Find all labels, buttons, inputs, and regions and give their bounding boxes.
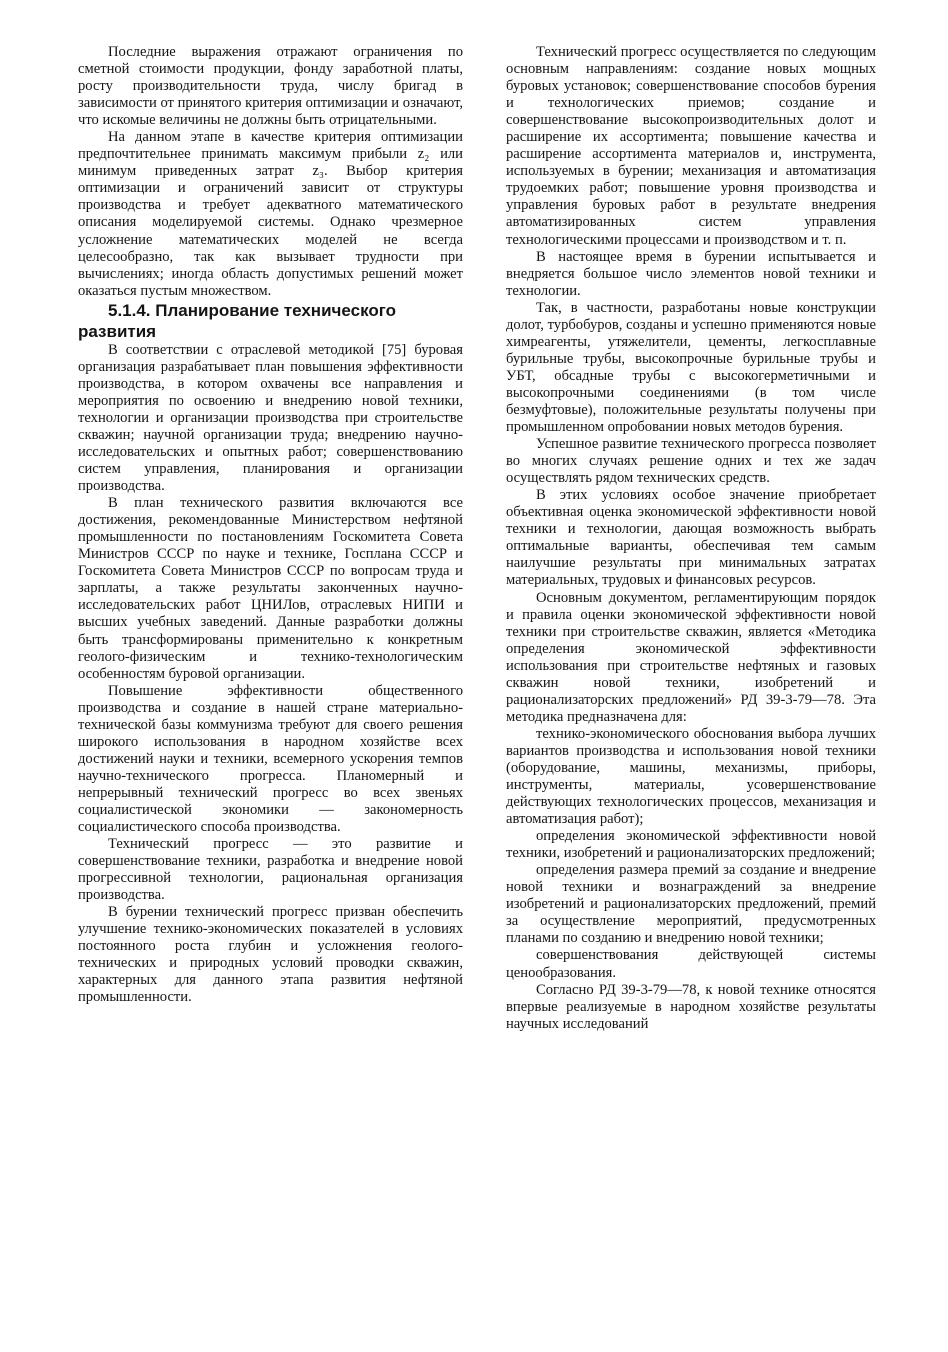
left-column [78,44,463,1007]
paragraph: Основным документом, регламентирующим порядок и правила оценки экономической эффективности новой техники при строительстве скважин, является «Методика определения экономической эффективности использования при строительстве нефтяных и газовых скважин новой техники, изобретений и рационализаторских предложений» РД 39-3-79—78. Эта методика предназначена для: [506,589,876,725]
paragraph: Так, в частности, разработаны новые конструкции долот, турбобуров, созданы и успешно применяются новые химреагенты, утяжелители, цементы, легкосплавные бурильные трубы, высокопрочные бурильные трубы и УБТ, обсадные трубы с высокогерметичными и высокопрочными соединениями (в том числе безмуфтовые), положительные результаты получены при промышленном опробовании новых методов бурения. [506,299,876,436]
list-item: технико-экономического обоснования выбора лучших вариантов производства и использования новой техники (оборудование, машины, механизмы, приборы, инструменты, материалы, усовершенствование действующих технологических процессов, механизация и автоматизация работ); [506,725,876,828]
paragraph: Последние выражения отражают ограничения по сметной стоимости продукции, фонду заработной платы, росту производительности труда, числу бригад в зависимости от принятого критерия оптимизации и означают, что искомые величины не должны быть отрицательными. [78,44,463,129]
paragraph: В план технического развития включаются все достижения, рекомендованные Министерством нефтяной промышленности по постановлениям Госкомитета Совета Министров СССР по науке и технике, Госплана СССР и Госкомитета Совета Министров СССР по вопросам труда и зарплаты, а также результаты законченных научно-исследовательских работ ЦНИЛов, отраслевых НИПИ и высших учебных заведений. Данные разработки должны быть трансформированы применительно к конкретным геолого-физическим и технико-технологическим особенностям буровой организации. [78,495,463,682]
paragraph: В этих условиях особое значение приобретает объективная оценка экономической эффективности новой техники и технологии, дающая возможность выбрать оптимальные варианты, обеспечивая тем самым наилучшие результаты при минимальных затратах материальных, трудовых и финансовых ресурсов. [506,487,876,589]
paragraph: Успешное развитие технического прогресса позволяет во многих случаях решение одних и тех же задач осуществлять рядом технических средств. [506,436,876,487]
paragraph: В настоящее время в бурении испытывается и внедряется большое число элементов новой техники и технологии. [506,248,876,299]
paragraph: Технический прогресс осуществляется по следующим основным направлениям: создание новых мощных буровых установок; совершенствование способов бурения и технологических приемов; создание и совершенствование высокопроизводительных долот и расширение их ассортимента; повышение качества и расширение ассортимента материалов и, инструмента, используемых в бурении; механизация и автоматизация трудоемких работ; повышение уровня производства и управления буровых работ в результате внедрения автоматизированных систем управления технологическими процессами и производством и т. п. [506,44,876,248]
right-column [506,44,876,1033]
paragraph: Технический прогресс — это развитие и совершенствование техники, разработка и внедрение новой прогрессивной технологии, рациональная организация производства. [78,836,463,904]
list-item: совершенствования действующей системы ценообразования. [506,947,876,981]
section-heading: 5.1.4. Планирование технического развития [78,300,396,341]
paragraph: Согласно РД 39-3-79—78, к новой технике относятся впервые реализуемые в народном хозяйстве результаты научных исследований [506,981,876,1032]
list-item: определения экономической эффективности новой техники, изобретений и рационализаторских предложений; [506,828,876,862]
paragraph: В соответствии с отраслевой методикой [75] буровая организация разрабатывает план повышения эффективности производства, в котором охвачены все направления и мероприятия по освоению и внедрению новой техники, технологии и организации производства при строительстве скважин; научной организации труда; внедрению научно-исследовательских и опытных работ; совершенствованию систем управления, планирования и организации производства. [78,341,463,495]
paragraph: Повышение эффективности общественного производства и создание в нашей стране материально-технической базы коммунизма требуют для своего решения широкого использования в народном хозяйстве всех достижений науки и техники, всемерного ускорения темпов научно-технического прогресса. Планомерный и непрерывный технический прогресс во всех звеньях социалистической экономики — закономерность социалистического способа производства. [78,682,463,836]
paragraph: На данном этапе в качестве критерия оптимизации предпочтительнее принимать максимум прибыли z₂ или минимум приведенных затрат z₃. Выбор критерия оптимизации и ограничений зависит от структуры производства и требует адекватного математического описания моделируемой системы. Однако чрезмерное усложнение математических моделей не всегда целесообразно, так как вызывает трудности при вычислениях; иногда область допустимых решений может оказаться пустым множеством. [78,129,463,299]
paragraph: В бурении технический прогресс призван обеспечить улучшение технико-экономических показателей в условиях постоянного роста глубин и усложнения геолого-технических и природных условий проводки скважин, характерных для данного этапа развития нефтяной промышленности. [78,904,463,1006]
list-item: определения размера премий за создание и внедрение новой техники и вознаграждений за внедрение изобретений и рационализаторских предложений, премий за осуществление мероприятий, предусмотренных планами по созданию и внедрению новой техники; [506,862,876,947]
